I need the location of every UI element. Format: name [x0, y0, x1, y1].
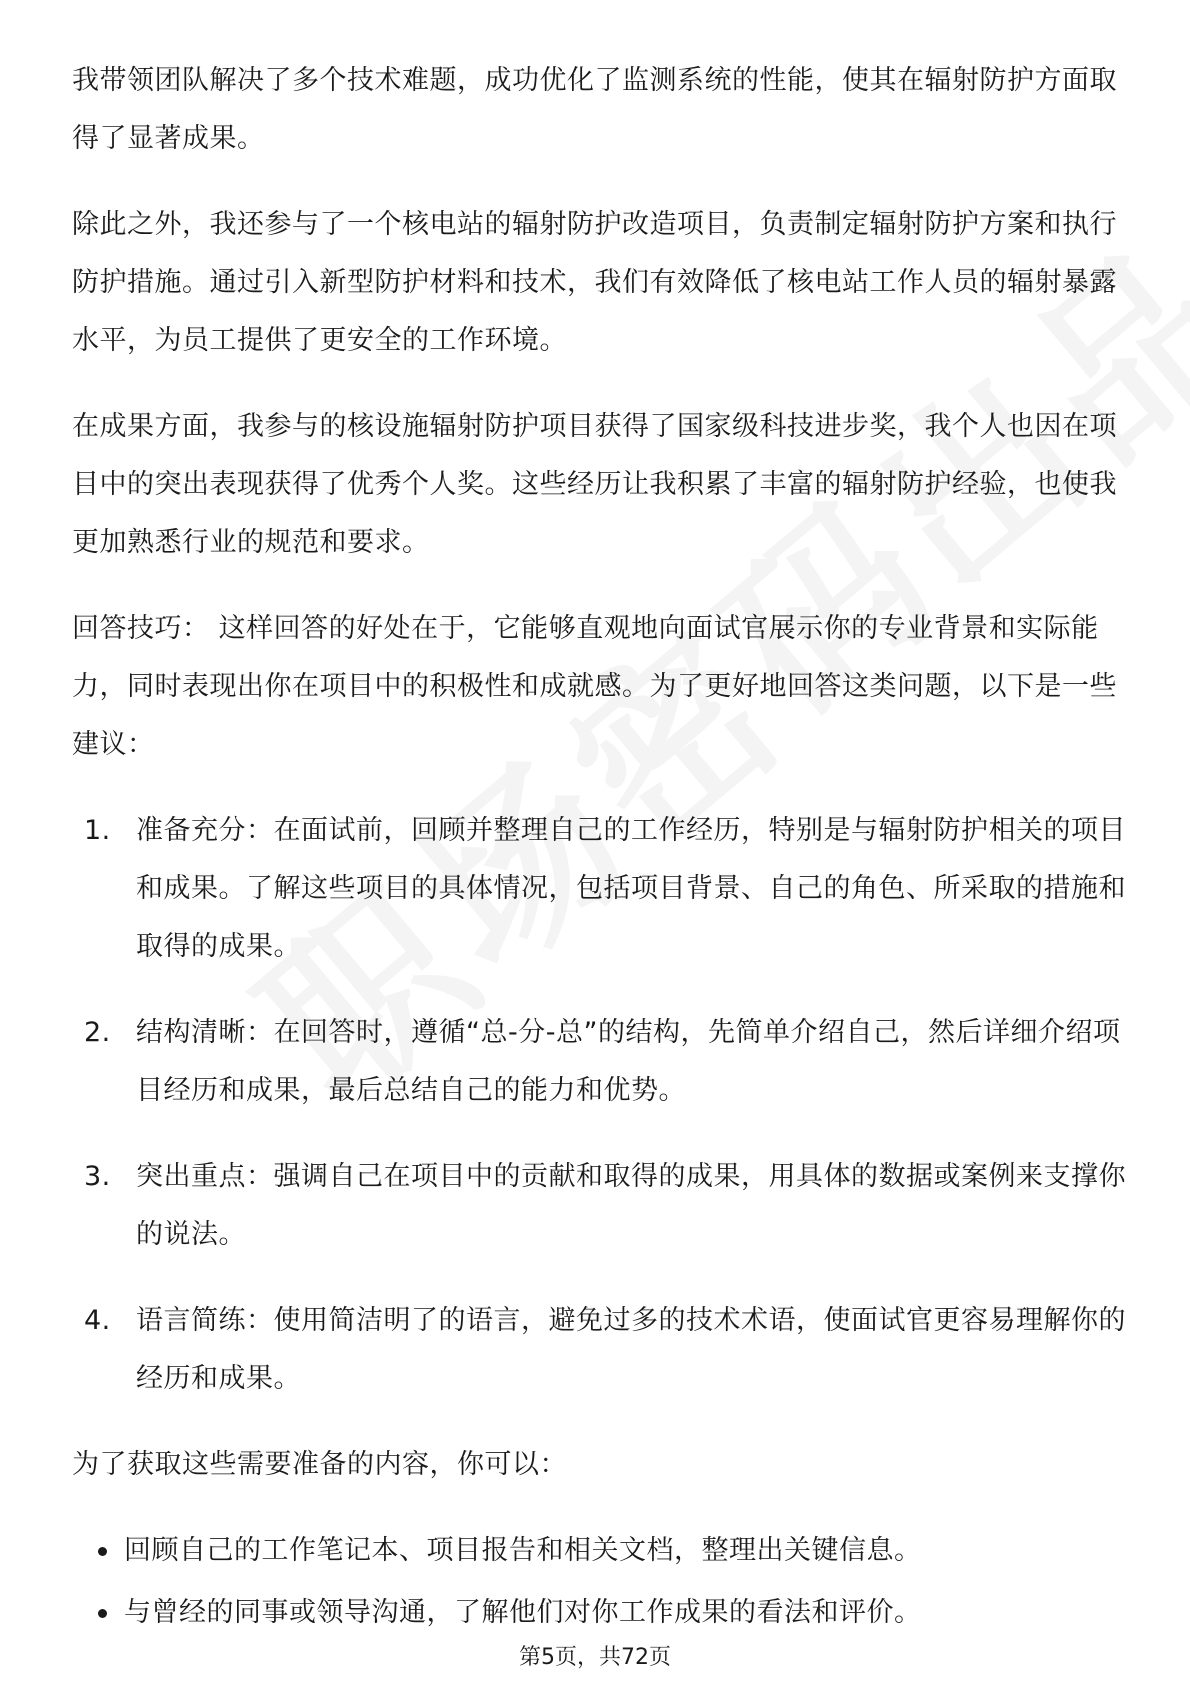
list-item: [84, 1292, 1132, 1408]
list-item-text: 语言简练：使用简洁明了的语言，避免过多的技术术语，使面试官更容易理解你的经历和成果。: [136, 1305, 1126, 1394]
list-item: [72, 1522, 1132, 1580]
list-number: 4.: [84, 1305, 111, 1336]
paragraph: 我带领团队解决了多个技术难题，成功优化了监测系统的性能，使其在辐射防护方面取得了显著成果。: [72, 65, 1117, 154]
list-item-text: 结构清晰：在回答时，遵循“总-分-总”的结构，先简单介绍自己，然后详细介绍项目经历和成果，最后总结自己的能力和优势。: [136, 1017, 1121, 1106]
list-number: 2.: [84, 1017, 111, 1048]
list-item-text: 与曾经的同事或领导沟通，了解他们对你工作成果的看法和评价。: [124, 1597, 922, 1628]
list-item: [84, 802, 1132, 976]
tips-list: [72, 802, 1132, 1408]
list-item: [84, 1148, 1132, 1264]
list-item-text: 准备充分：在面试前，回顾并整理自己的工作经历，特别是与辐射防护相关的项目和成果。了解这些项目的具体情况，包括项目背景、自己的角色、所采取的措施和取得的成果。: [136, 815, 1126, 962]
list-item-text: 突出重点：强调自己在项目中的贡献和取得的成果，用具体的数据或案例来支撑你的说法。: [136, 1161, 1126, 1250]
list-item: [72, 1584, 1132, 1642]
paragraph: 在成果方面，我参与的核设施辐射防护项目获得了国家级科技进步奖，我个人也因在项目中的突出表现获得了优秀个人奖。这些经历让我积累了丰富的辐射防护经验，也使我更加熟悉行业的规范和要求。: [72, 411, 1117, 558]
bullet-list: [72, 1522, 1132, 1642]
list-number: 1.: [84, 815, 111, 846]
paragraph: 为了获取这些需要准备的内容，你可以：: [72, 1449, 567, 1480]
bullet-icon: [98, 1609, 107, 1618]
page-number: 第5页，共72页: [519, 1645, 671, 1670]
paragraph: 除此之外，我还参与了一个核电站的辐射防护改造项目，负责制定辐射防护方案和执行防护措施。通过引入新型防护材料和技术，我们有效降低了核电站工作人员的辐射暴露水平，为员工提供了更安全的工作环境。: [72, 209, 1117, 356]
list-item: [84, 1004, 1132, 1120]
paragraph: 回答技巧： 这样回答的好处在于，它能够直观地向面试官展示你的专业背景和实际能力，同时表现出你在项目中的积极性和成就感。为了更好地回答这类问题，以下是一些建议：: [72, 613, 1117, 760]
list-number: 3.: [84, 1161, 111, 1192]
document-body: [72, 52, 1132, 1646]
bullet-icon: [98, 1547, 107, 1556]
list-item-text: 回顾自己的工作笔记本、项目报告和相关文档，整理出关键信息。: [124, 1535, 922, 1566]
